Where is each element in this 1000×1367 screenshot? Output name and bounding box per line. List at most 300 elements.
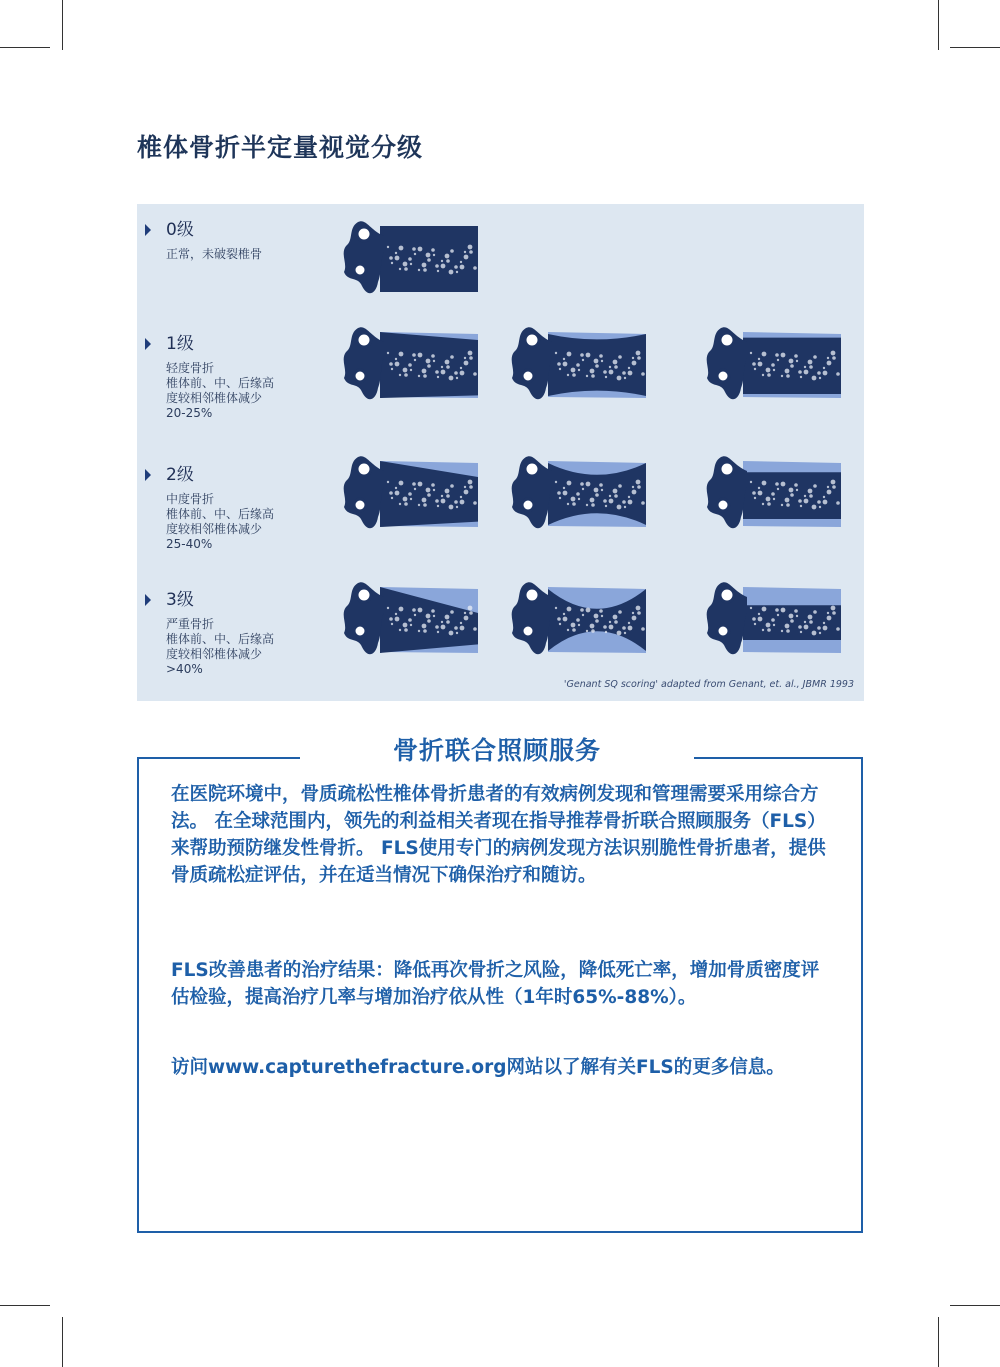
fls-paragraph-outcomes: FLS改善患者的治疗结果：降低再次骨折之风险，降低死亡率，增加骨质密度评估检验，提高治疗几率与增加治疗依从性（1年时65%-88%）。 — [171, 960, 820, 1008]
bone-texture-dot — [441, 499, 446, 504]
bone-texture-dot — [441, 621, 443, 623]
bone-texture-dot — [422, 263, 427, 268]
bone-texture-dot — [617, 631, 622, 636]
bone-texture-dot — [605, 376, 607, 378]
bone-texture-dot — [819, 632, 821, 634]
bone-texture-dot — [563, 358, 565, 360]
crop-mark — [938, 1317, 939, 1367]
bone-texture-dot — [595, 364, 599, 368]
bone-texture-dot — [404, 373, 408, 377]
bone-texture-dot — [433, 489, 435, 491]
bone-texture-dot — [403, 262, 408, 267]
bone-texture-dot — [632, 490, 637, 495]
bone-texture-dot — [433, 615, 435, 617]
vertebra-diagram-biconcave — [508, 573, 648, 665]
bone-texture-dot — [435, 370, 439, 374]
bone-texture-dot — [567, 374, 569, 376]
bone-texture-dot — [777, 488, 779, 490]
bone-texture-dot — [617, 376, 622, 381]
grade-description — [166, 247, 262, 262]
bone-texture-dot — [613, 489, 618, 494]
crop-mark — [62, 0, 63, 50]
bone-texture-dot — [836, 627, 840, 631]
bone-texture-dot — [603, 370, 607, 374]
bone-texture-dot — [591, 374, 595, 378]
bone-texture-dot — [391, 623, 393, 625]
page-title: 椎体骨折半定量视觉分级 — [137, 133, 424, 162]
bone-texture-dot — [827, 361, 832, 366]
bone-texture-dot — [754, 623, 756, 625]
bone-texture-dot — [786, 374, 790, 378]
bone-texture-dot — [557, 617, 561, 621]
bone-texture-dot — [817, 371, 821, 375]
bone-texture-dot — [454, 265, 458, 269]
fls-heading: 骨折联合照顾服务 — [392, 736, 601, 765]
bone-texture-dot — [567, 607, 572, 612]
vertebra-diagram-biconcave — [508, 318, 648, 410]
bone-texture-dot — [617, 505, 622, 510]
bone-texture-dot — [460, 496, 462, 498]
bone-texture-dot — [781, 504, 783, 506]
bone-texture-dot — [831, 351, 836, 356]
bone-texture-dot — [823, 622, 825, 624]
bone-texture-dot — [433, 254, 435, 256]
bone-texture-dot — [781, 482, 786, 487]
bone-texture-dot — [804, 625, 809, 630]
grade-description-line: 椎体前、中、后缘高 — [166, 507, 275, 521]
bone-texture-dot — [426, 253, 431, 258]
facet-joint — [720, 588, 734, 602]
bone-texture-dot — [796, 615, 798, 617]
bone-texture-dot — [831, 480, 836, 485]
bone-texture-dot — [762, 481, 767, 486]
bone-texture-dot — [785, 369, 790, 374]
bone-texture-dot — [399, 503, 401, 505]
bone-texture-dot — [464, 612, 466, 614]
crop-mark — [62, 1317, 63, 1367]
bone-texture-dot — [800, 631, 802, 633]
bone-texture-dot — [422, 498, 427, 503]
bone-texture-dot — [460, 626, 465, 631]
bone-texture-dot — [468, 480, 473, 485]
bone-texture-dot — [441, 495, 443, 497]
bone-texture-dot — [599, 354, 603, 358]
bone-texture-dot — [408, 363, 412, 367]
bone-texture-dot — [454, 500, 458, 504]
bone-texture-dot — [464, 255, 469, 260]
bone-texture-dot — [563, 362, 568, 367]
facet-joint — [357, 462, 371, 476]
bone-texture-dot — [445, 489, 450, 494]
bone-texture-dot — [586, 375, 588, 377]
bone-texture-dot — [578, 624, 580, 626]
bone-texture-dot — [762, 503, 764, 505]
bone-texture-dot — [823, 367, 825, 369]
bone-texture-dot — [399, 352, 404, 357]
bone-texture-dot — [456, 632, 458, 634]
bone-texture-dot — [831, 606, 836, 611]
bone-texture-dot — [632, 616, 637, 621]
bone-texture-dot — [613, 360, 618, 365]
bone-texture-dot — [559, 497, 561, 499]
bone-texture-dot — [794, 609, 798, 613]
vertebra-diagram-crush — [703, 447, 843, 539]
bone-texture-dot — [449, 631, 454, 636]
bone-texture-dot — [399, 481, 404, 486]
bone-texture-dot — [414, 253, 416, 255]
facet-joint — [525, 333, 539, 347]
crop-mark — [950, 1305, 1000, 1306]
bone-texture-dot — [618, 610, 622, 614]
grade-description — [166, 617, 274, 677]
bone-texture-dot — [632, 361, 637, 366]
bone-texture-dot — [804, 499, 809, 504]
bone-texture-dot — [628, 626, 633, 631]
bone-texture-dot — [637, 356, 641, 360]
bone-texture-dot — [567, 503, 569, 505]
bone-texture-dot — [789, 359, 794, 364]
bone-texture-dot — [426, 488, 431, 493]
facet-joint — [357, 227, 371, 241]
bone-texture-dot — [809, 365, 813, 369]
bone-texture-dot — [395, 613, 397, 615]
facet-joint — [720, 462, 734, 476]
vertebra-diagram-crush — [703, 573, 843, 665]
bone-texture-dot — [403, 368, 408, 373]
bone-texture-dot — [819, 506, 821, 508]
bone-texture-dot — [391, 368, 393, 370]
bone-texture-dot — [391, 497, 393, 499]
bone-texture-dot — [408, 257, 412, 261]
bone-texture-dot — [469, 356, 473, 360]
bone-texture-dot — [446, 365, 450, 369]
bone-texture-dot — [437, 376, 439, 378]
bone-texture-dot — [804, 621, 806, 623]
bone-texture-dot — [437, 505, 439, 507]
bone-texture-dot — [441, 625, 446, 630]
bone-texture-dot — [758, 358, 760, 360]
bone-texture-dot — [632, 357, 634, 359]
bone-texture-dot — [423, 374, 427, 378]
bone-texture-dot — [827, 357, 829, 359]
bone-texture-dot — [613, 615, 618, 620]
bone-texture-dot — [812, 376, 817, 381]
bone-texture-dot — [395, 252, 397, 254]
bone-texture-dot — [622, 371, 626, 375]
bone-texture-dot — [435, 264, 439, 268]
bone-texture-dot — [456, 271, 458, 273]
grade-name: 3级 — [166, 590, 194, 610]
bone-texture-dot — [464, 490, 469, 495]
facet-joint — [525, 462, 539, 476]
bone-texture-dot — [618, 484, 622, 488]
bone-texture-dot — [836, 372, 840, 376]
bone-texture-dot — [435, 625, 439, 629]
bone-texture-dot — [767, 502, 771, 506]
bone-texture-dot — [605, 631, 607, 633]
bone-texture-dot — [412, 608, 416, 612]
bone-texture-dot — [773, 498, 775, 500]
bone-texture-dot — [423, 268, 427, 272]
bone-texture-dot — [422, 624, 427, 629]
bone-texture-dot — [586, 353, 591, 358]
grade-description-line: >40% — [166, 662, 203, 676]
bone-texture-dot — [446, 259, 450, 263]
bone-texture-dot — [614, 494, 618, 498]
bone-texture-dot — [766, 497, 771, 502]
bone-texture-dot — [464, 357, 466, 359]
bone-texture-dot — [404, 628, 408, 632]
bone-texture-dot — [410, 498, 412, 500]
bone-texture-dot — [603, 625, 607, 629]
bone-texture-dot — [410, 369, 412, 371]
facet-joint — [354, 370, 366, 382]
bone-texture-dot — [580, 482, 584, 486]
bone-texture-dot — [389, 362, 393, 366]
bone-texture-dot — [559, 368, 561, 370]
bone-texture-dot — [785, 624, 790, 629]
bone-texture-dot — [786, 629, 790, 633]
bone-texture-dot — [387, 352, 389, 354]
bone-texture-dot — [781, 353, 786, 358]
grade-description-line: 度较相邻椎体减少 — [166, 391, 263, 405]
bone-texture-dot — [819, 377, 821, 379]
bone-texture-dot — [576, 363, 580, 367]
bone-texture-dot — [586, 482, 591, 487]
bone-texture-dot — [758, 487, 760, 489]
bone-texture-dot — [576, 618, 580, 622]
bone-texture-dot — [622, 626, 626, 630]
facet-joint — [717, 499, 729, 511]
bone-texture-dot — [809, 494, 813, 498]
bone-texture-dot — [445, 254, 450, 259]
bone-texture-dot — [796, 489, 798, 491]
grade-name: 2级 — [166, 465, 194, 485]
facet-joint — [357, 588, 371, 602]
bone-texture-dot — [794, 483, 798, 487]
grade-description — [166, 492, 274, 552]
bone-texture-dot — [435, 499, 439, 503]
bone-texture-dot — [395, 617, 400, 622]
bone-texture-dot — [762, 374, 764, 376]
bone-texture-dot — [464, 251, 466, 253]
bone-texture-dot — [636, 351, 641, 356]
bone-texture-dot — [423, 629, 427, 633]
genant-grading-figure — [137, 204, 864, 701]
bone-texture-dot — [418, 608, 423, 613]
bone-texture-dot — [387, 246, 389, 248]
bone-texture-dot — [460, 371, 465, 376]
bone-texture-dot — [414, 488, 416, 490]
bone-texture-dot — [399, 268, 401, 270]
bone-texture-dot — [450, 355, 454, 359]
bone-texture-dot — [576, 492, 580, 496]
bone-texture-dot — [473, 501, 477, 505]
bone-texture-dot — [636, 480, 641, 485]
bone-texture-dot — [812, 505, 817, 510]
bone-texture-dot — [809, 620, 813, 624]
bone-texture-dot — [446, 494, 450, 498]
facet-joint — [522, 370, 534, 382]
bone-texture-dot — [464, 486, 466, 488]
bone-texture-dot — [637, 611, 641, 615]
bone-texture-dot — [412, 247, 416, 251]
grade-description-line: 椎体前、中、后缘高 — [166, 632, 275, 646]
bone-texture-dot — [637, 485, 641, 489]
bone-texture-dot — [767, 373, 771, 377]
bone-texture-dot — [586, 608, 591, 613]
bone-texture-dot — [605, 505, 607, 507]
grade-name: 1级 — [166, 334, 194, 354]
grade-description — [166, 361, 274, 421]
bone-texture-dot — [752, 362, 756, 366]
bone-texture-dot — [618, 355, 622, 359]
bone-texture-dot — [580, 608, 584, 612]
bone-texture-dot — [817, 500, 821, 504]
bone-texture-dot — [609, 499, 614, 504]
bone-texture-dot — [445, 615, 450, 620]
bone-texture-dot — [414, 614, 416, 616]
bone-texture-dot — [790, 364, 794, 368]
bone-texture-dot — [781, 375, 783, 377]
bone-texture-dot — [410, 624, 412, 626]
bone-texture-dot — [775, 482, 779, 486]
bone-texture-dot — [790, 619, 794, 623]
bone-texture-dot — [758, 613, 760, 615]
bone-texture-dot — [771, 492, 775, 496]
bone-texture-dot — [781, 630, 783, 632]
bone-texture-dot — [423, 503, 427, 507]
grade-description-line: 轻度骨折 — [166, 361, 215, 375]
bone-texture-dot — [391, 262, 393, 264]
bone-texture-dot — [441, 260, 443, 262]
bone-texture-dot — [601, 360, 603, 362]
bone-texture-dot — [567, 481, 572, 486]
bone-texture-dot — [473, 266, 477, 270]
bone-texture-dot — [794, 354, 798, 358]
figure-credit: 'Genant SQ scoring' adapted from Genant, et. al., JBMR 1993 — [563, 679, 854, 690]
bone-texture-dot — [614, 365, 618, 369]
bone-texture-dot — [823, 496, 825, 498]
bone-texture-dot — [808, 615, 813, 620]
bone-texture-dot — [632, 612, 634, 614]
bone-texture-dot — [563, 613, 565, 615]
bone-texture-dot — [773, 624, 775, 626]
bone-texture-dot — [418, 630, 420, 632]
bone-texture-dot — [468, 351, 473, 356]
bone-texture-dot — [418, 504, 420, 506]
bone-texture-dot — [624, 506, 626, 508]
facet-joint — [354, 625, 366, 637]
bone-texture-dot — [460, 500, 465, 505]
bone-texture-dot — [469, 250, 473, 254]
bone-texture-dot — [590, 624, 595, 629]
bone-texture-dot — [460, 622, 462, 624]
bone-texture-dot — [594, 614, 599, 619]
grade-name: 0级 — [166, 220, 194, 240]
bone-texture-dot — [426, 614, 431, 619]
bone-texture-dot — [427, 619, 431, 623]
bone-texture-dot — [750, 607, 752, 609]
bone-texture-dot — [798, 370, 802, 374]
bone-texture-dot — [559, 623, 561, 625]
bone-texture-dot — [836, 501, 840, 505]
bone-texture-dot — [449, 270, 454, 275]
bone-texture-dot — [609, 621, 611, 623]
bone-texture-dot — [456, 377, 458, 379]
bone-texture-dot — [591, 503, 595, 507]
bone-texture-dot — [557, 362, 561, 366]
bone-texture-dot — [832, 356, 836, 360]
bone-texture-dot — [590, 369, 595, 374]
bone-texture-dot — [555, 607, 557, 609]
bone-texture-dot — [771, 363, 775, 367]
crop-mark — [950, 47, 1000, 48]
bone-texture-dot — [387, 481, 389, 483]
bone-texture-dot — [823, 626, 828, 631]
bone-texture-dot — [469, 485, 473, 489]
bone-texture-dot — [823, 371, 828, 376]
bone-texture-dot — [603, 499, 607, 503]
bone-texture-dot — [808, 489, 813, 494]
bone-texture-dot — [591, 629, 595, 633]
bone-texture-dot — [624, 632, 626, 634]
bone-texture-dot — [450, 610, 454, 614]
bone-texture-dot — [404, 267, 408, 271]
bone-texture-dot — [414, 359, 416, 361]
vertebra-diagram-wedge — [340, 573, 480, 665]
crop-mark — [0, 47, 50, 48]
bone-texture-dot — [813, 355, 817, 359]
bone-texture-dot — [599, 609, 603, 613]
bone-texture-dot — [399, 607, 404, 612]
bone-texture-dot — [785, 498, 790, 503]
bone-texture-dot — [460, 261, 462, 263]
bone-texture-dot — [412, 482, 416, 486]
bone-texture-dot — [399, 629, 401, 631]
facet-joint — [717, 625, 729, 637]
facet-joint — [354, 264, 366, 276]
bone-texture-dot — [804, 366, 806, 368]
grade-description-line: 度较相邻椎体减少 — [166, 522, 263, 536]
bone-texture-dot — [777, 614, 779, 616]
bone-texture-dot — [775, 353, 779, 357]
bone-texture-dot — [762, 352, 767, 357]
bone-texture-dot — [781, 608, 786, 613]
bone-texture-dot — [582, 488, 584, 490]
bone-texture-dot — [609, 495, 611, 497]
bone-texture-dot — [796, 360, 798, 362]
bone-texture-dot — [473, 627, 477, 631]
vertebra-diagram-wedge — [340, 447, 480, 539]
bone-texture-dot — [827, 612, 829, 614]
bone-texture-dot — [628, 496, 630, 498]
bone-texture-dot — [800, 376, 802, 378]
bone-texture-dot — [832, 611, 836, 615]
grade-description-line: 25-40% — [166, 537, 213, 551]
bone-texture-dot — [418, 247, 423, 252]
bone-texture-dot — [628, 622, 630, 624]
bone-texture-dot — [823, 500, 828, 505]
bone-texture-dot — [599, 483, 603, 487]
bone-texture-dot — [594, 488, 599, 493]
bone-texture-dot — [628, 371, 633, 376]
bone-texture-dot — [464, 361, 469, 366]
bone-texture-dot — [450, 484, 454, 488]
bone-texture-dot — [578, 498, 580, 500]
bone-texture-dot — [557, 491, 561, 495]
bone-texture-dot — [750, 481, 752, 483]
